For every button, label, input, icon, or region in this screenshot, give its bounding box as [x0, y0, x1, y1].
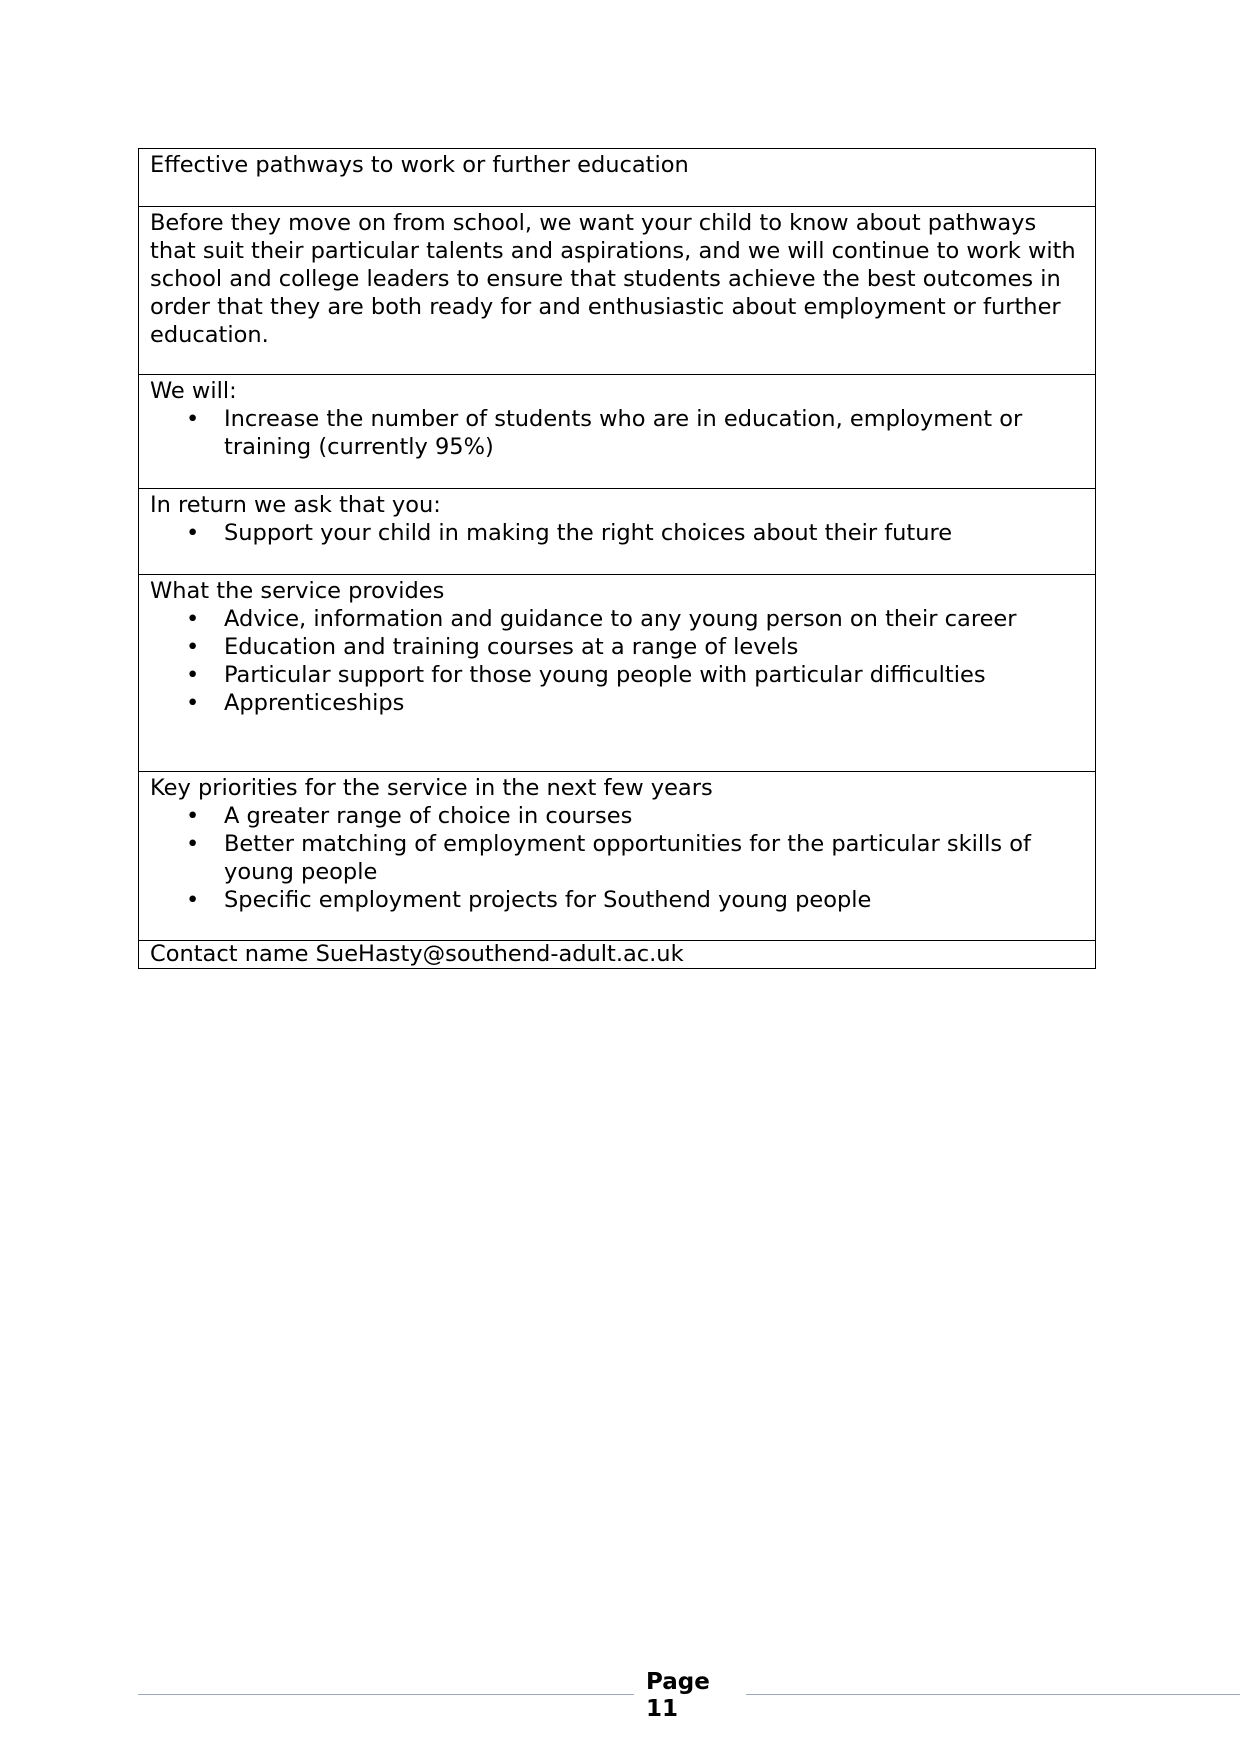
list-item: • Support your child in making the right choices about their future — [150, 519, 1083, 547]
in-return-cell — [139, 489, 1096, 575]
we-will-list — [150, 405, 1083, 461]
list-item: • Specific employment projects for Southend young people — [150, 886, 1083, 914]
in-return-row — [139, 489, 1096, 575]
contact-line: Contact name SueHasty@southend-adult.ac.uk — [139, 941, 1096, 969]
we-will-heading: We will: — [150, 378, 237, 404]
title-row — [139, 149, 1096, 207]
service-provides-row — [139, 575, 1096, 772]
list-item: • Particular support for those young people with particular difficulties — [150, 661, 1083, 689]
section-title: Effective pathways to work or further education — [139, 149, 1096, 207]
pathways-table — [138, 148, 1096, 969]
priorities-row — [139, 772, 1096, 941]
page-number: 11 — [646, 1696, 679, 1722]
footer-rule-left — [138, 1694, 634, 1695]
page-word: Page — [646, 1669, 710, 1695]
we-will-row — [139, 375, 1096, 489]
list-item: • Advice, information and guidance to any young person on their career — [150, 605, 1083, 633]
in-return-list — [150, 519, 1083, 547]
list-item: • Increase the number of students who are in education, employment or training (currently 95%) — [150, 405, 1083, 461]
list-item: • Better matching of employment opportunities for the particular skills of young people — [150, 830, 1083, 886]
contact-row — [139, 941, 1096, 969]
we-will-cell — [139, 375, 1096, 489]
priorities-list — [150, 802, 1083, 914]
priorities-cell — [139, 772, 1096, 941]
service-provides-list — [150, 605, 1083, 717]
page-number-label — [646, 1669, 710, 1723]
list-item: • Apprenticeships — [150, 689, 1083, 717]
intro-paragraph: Before they move on from school, we want your child to know about pathways that suit their particular talents and aspirations, and we will continue to work with school and college leaders to ensure that students achieve the best outcomes in order that they are both ready for and enthusiastic about employment or further education. — [139, 207, 1096, 375]
in-return-heading: In return we ask that you: — [150, 492, 441, 518]
service-provides-heading: What the service provides — [150, 578, 445, 604]
priorities-heading: Key priorities for the service in the next few years — [150, 775, 713, 801]
footer-rule-right — [746, 1694, 1240, 1695]
intro-row — [139, 207, 1096, 375]
list-item: • A greater range of choice in courses — [150, 802, 1083, 830]
service-provides-cell — [139, 575, 1096, 772]
list-item: • Education and training courses at a range of levels — [150, 633, 1083, 661]
